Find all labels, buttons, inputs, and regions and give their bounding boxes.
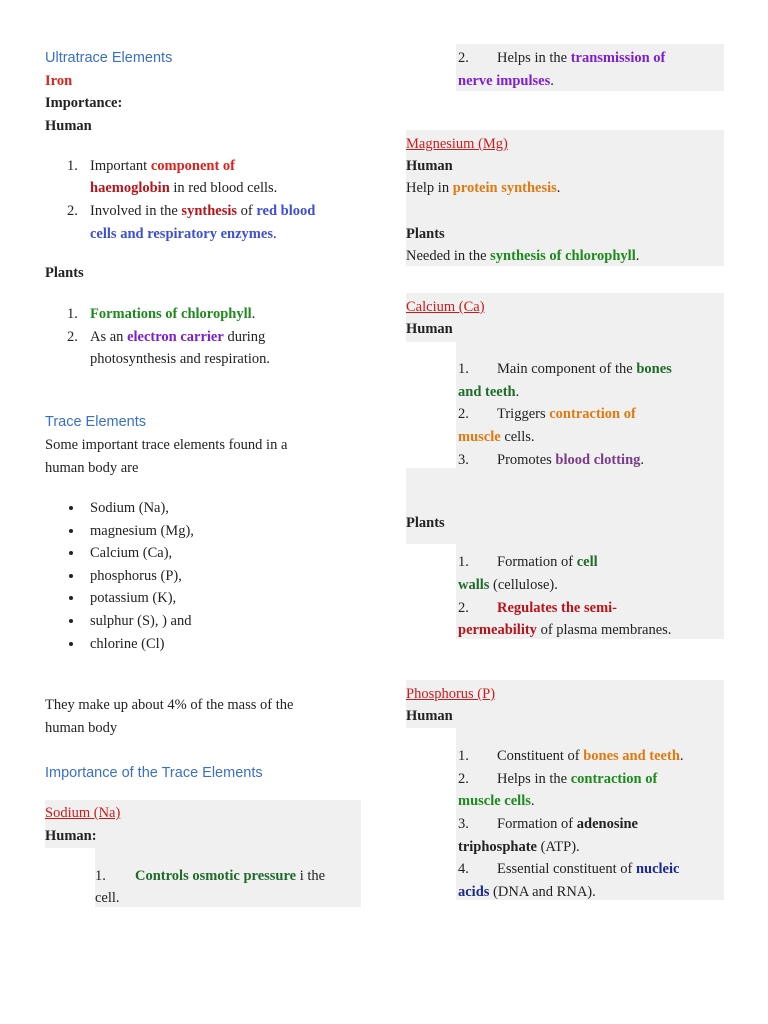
list-item: phosphorus (P), xyxy=(90,567,182,584)
phosphorus-heading: Phosphorus (P) xyxy=(406,686,496,702)
list-item: 1. xyxy=(458,554,469,570)
list-item: 1. xyxy=(458,748,469,764)
list-item-text: Regulates the semi- xyxy=(497,600,618,616)
list-item-text: and teeth. xyxy=(458,384,520,400)
list-item: 1. xyxy=(458,361,469,377)
calcium-heading: Calcium (Ca) xyxy=(406,299,485,315)
list-item-text: Formation of adenosine xyxy=(497,816,638,832)
mass-text: human body xyxy=(45,720,118,736)
list-item: 3. xyxy=(458,452,469,468)
list-item: 2. xyxy=(458,406,469,422)
plants-label: Plants xyxy=(45,265,84,281)
sodium-heading: Sodium (Na) xyxy=(45,805,121,821)
list-item-text: haemoglobin in red blood cells. xyxy=(90,180,278,196)
list-item: 4. xyxy=(458,861,469,877)
list-item: 2. xyxy=(458,600,469,616)
list-item-text: Helps in the transmission of xyxy=(497,50,666,66)
human-label: Human: xyxy=(45,828,97,844)
human-label: Human xyxy=(406,708,453,724)
bullet-icon xyxy=(69,619,73,623)
list-item-text: cells and respiratory enzymes. xyxy=(90,226,277,242)
mass-text: They make up about 4% of the mass of the xyxy=(45,697,294,713)
trace-intro: human body are xyxy=(45,460,139,476)
indent-gap xyxy=(406,728,456,900)
human-label: Human xyxy=(45,118,92,134)
iron-heading: Iron xyxy=(45,73,73,89)
list-item-text: Formations of chlorophyll. xyxy=(90,306,256,322)
human-label: Human xyxy=(406,158,453,174)
list-item: magnesium (Mg), xyxy=(90,522,194,539)
list-item: Calcium (Ca), xyxy=(90,545,173,562)
list-item-text: acids (DNA and RNA). xyxy=(458,884,596,900)
list-item: 1. xyxy=(67,158,78,174)
bullet-icon xyxy=(69,596,73,600)
bullet-icon xyxy=(69,551,73,555)
list-item-text: nerve impulses. xyxy=(458,73,554,89)
list-item-text: As an electron carrier during xyxy=(90,329,266,345)
list-item-text: triphosphate (ATP). xyxy=(458,839,580,855)
list-item-text: muscle cells. xyxy=(458,793,535,809)
list-item-text: cell. xyxy=(95,890,120,906)
list-item: 1. xyxy=(95,868,106,884)
list-item: 3. xyxy=(458,816,469,832)
bullet-icon xyxy=(69,574,73,578)
trace-heading: Trace Elements xyxy=(45,414,146,430)
list-item: 2. xyxy=(67,329,78,345)
list-item-text: photosynthesis and respiration. xyxy=(90,351,271,367)
indent-gap xyxy=(406,342,456,468)
list-item-text: Triggers contraction of xyxy=(497,406,636,422)
list-item-text: Promotes blood clotting. xyxy=(497,452,645,468)
list-item: 2. xyxy=(67,203,78,219)
list-item: chlorine (Cl) xyxy=(90,635,165,652)
list-item-text: walls (cellulose). xyxy=(458,577,558,593)
list-item: 1. xyxy=(67,306,78,322)
list-item: 2. xyxy=(458,50,469,66)
importance-heading: Importance of the Trace Elements xyxy=(45,765,263,781)
importance-label: Importance: xyxy=(45,95,123,111)
list-item-text: Main component of the bones xyxy=(497,361,672,377)
ultratrace-heading: Ultratrace Elements xyxy=(45,50,173,66)
plants-label: Plants xyxy=(406,515,445,531)
list-item-text: muscle cells. xyxy=(458,429,535,445)
bullet-icon xyxy=(69,506,73,510)
list-item: sulphur (S), ) and xyxy=(90,613,192,629)
list-item: Sodium (Na), xyxy=(90,500,169,516)
indent-gap xyxy=(45,848,95,907)
human-label: Human xyxy=(406,321,453,337)
list-item: potassium (K), xyxy=(90,590,177,607)
list-item-text: Involved in the synthesis of red blood xyxy=(90,203,316,219)
list-item-text: Important component of xyxy=(90,158,235,174)
plants-label: Plants xyxy=(406,226,445,242)
indent-gap xyxy=(406,544,456,639)
list-item-text: Formation of cell xyxy=(497,554,598,570)
trace-intro: Some important trace elements found in a xyxy=(45,437,288,453)
magnesium-heading: Magnesium (Mg) xyxy=(406,136,508,152)
bullet-icon xyxy=(69,642,73,646)
list-item-text: Controls osmotic pressure i the xyxy=(135,868,326,884)
mg-help: Help in protein synthesis. xyxy=(406,180,561,196)
list-item-text: Constituent of bones and teeth. xyxy=(497,748,684,764)
list-item-text: permeability of plasma membranes. xyxy=(458,622,672,638)
list-item-text: Helps in the contraction of xyxy=(497,771,658,787)
mg-need: Needed in the synthesis of chlorophyll. xyxy=(406,248,640,264)
list-item-text: Essential constituent of nucleic xyxy=(497,861,680,877)
list-item: 2. xyxy=(458,771,469,787)
bullet-icon xyxy=(69,529,73,533)
